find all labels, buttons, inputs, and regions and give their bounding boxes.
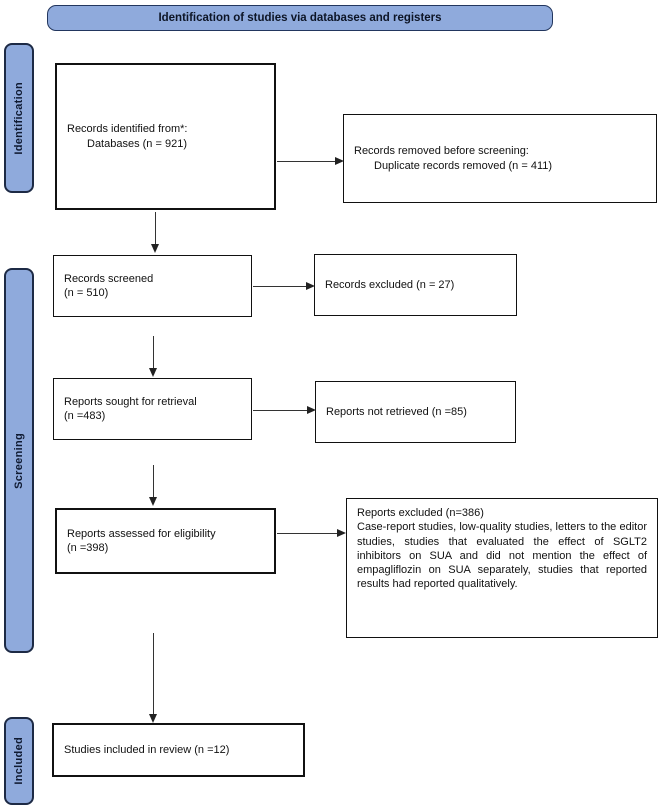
banner-databases-registers <box>47 5 553 31</box>
arrow-screened-to-sought <box>153 336 154 368</box>
box-studies-included <box>52 723 305 777</box>
box-reports-assessed <box>55 508 276 574</box>
arrow-assessed-to-excluded <box>277 533 337 534</box>
records-identified-line1: Records identified from*: <box>67 123 188 136</box>
stage-label-screening-text: Screening <box>13 432 25 489</box>
box-records-excluded <box>314 254 517 316</box>
arrow-identified-to-removed <box>277 161 335 162</box>
stage-label-included-text: Included <box>13 737 25 785</box>
arrow-sought-to-not-retrieved <box>253 410 307 411</box>
stage-label-included <box>4 717 34 805</box>
stage-label-identification-text: Identification <box>13 81 25 155</box>
arrow-screened-to-excluded <box>253 286 306 287</box>
reports-assessed-line2: (n =398) <box>67 542 109 554</box>
stage-label-screening <box>4 268 34 653</box>
box-reports-not-retrieved <box>315 381 516 443</box>
banner-label: Identification of studies via databases and registers <box>158 12 442 24</box>
records-screened-line1: Records screened <box>64 272 154 285</box>
arrow-assessed-to-included <box>153 633 154 714</box>
arrow-sought-to-assessed <box>153 465 154 497</box>
box-records-screened <box>53 255 252 317</box>
box-reports-excluded <box>346 498 658 638</box>
records-removed-line1: Records removed before screening: <box>354 145 529 158</box>
reports-excluded-line1: Reports excluded (n=386) <box>357 507 484 519</box>
stage-label-identification <box>4 43 34 193</box>
studies-included-line1: Studies included in review (n =12) <box>64 743 230 756</box>
reports-sought-line1: Reports sought for retrieval <box>64 395 197 408</box>
reports-not-retrieved-line1: Reports not retrieved (n =85) <box>326 405 467 418</box>
reports-assessed-line1: Reports assessed for eligibility <box>67 527 216 540</box>
reports-sought-line2: (n =483) <box>64 410 106 422</box>
box-records-removed <box>343 114 657 203</box>
arrow-identified-to-screened <box>155 212 156 244</box>
reports-excluded-body: Case-report studies, low-quality studies, letters to the editor studies, studies that evaluated the effect of SGLT2 inhibitors on SUA and did not mention the effect of empagliflozin on SUA separately, studies that reported results had reported qualitatively. <box>357 521 647 591</box>
records-removed-line2: Duplicate records removed (n = 411) <box>374 159 553 172</box>
records-screened-line2: (n = 510) <box>64 287 109 299</box>
box-reports-sought <box>53 378 252 440</box>
records-identified-line2: Databases (n = 921) <box>87 137 187 150</box>
records-excluded-line1: Records excluded (n = 27) <box>325 278 455 291</box>
box-records-identified <box>55 63 276 210</box>
